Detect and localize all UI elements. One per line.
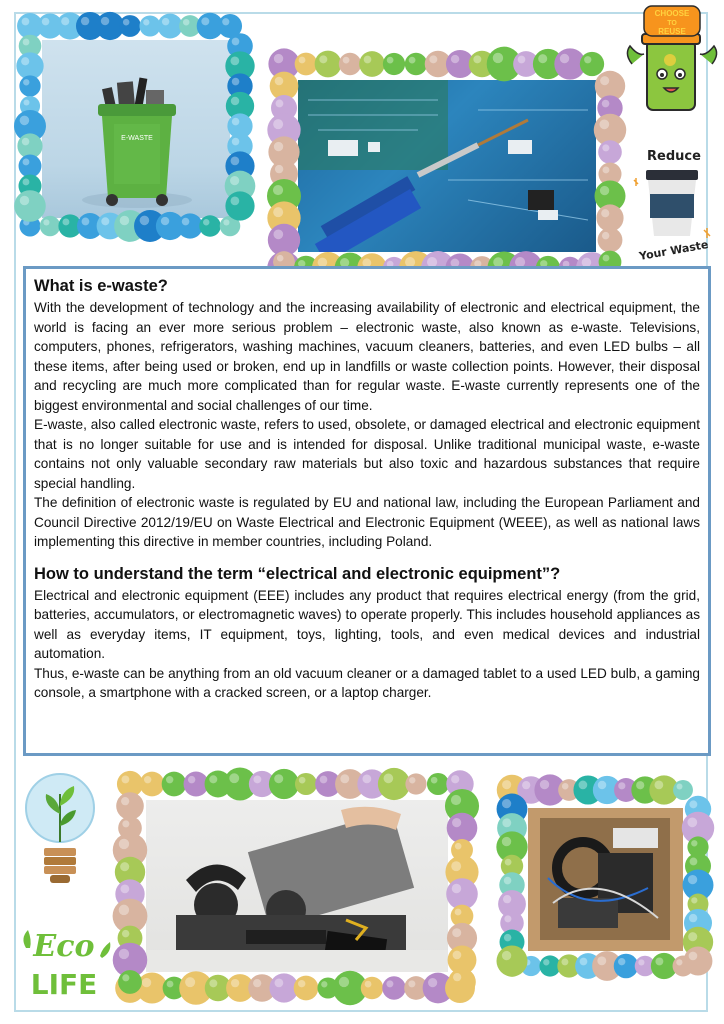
eco-life-logo — [18, 918, 114, 1004]
eco-text: Eco — [33, 929, 95, 964]
plant-lightbulb-icon — [22, 764, 102, 894]
circuit-board-photo — [298, 80, 596, 252]
to-text: TO — [667, 20, 677, 27]
paragraph: The definition of electronic waste is regulated by EU and national law, including the European Parliament and Council Directive 2012/19/EU on Waste Electrical and Electronic Equipment (WEEE), as well as national laws implementing this directive in member countries, including Poland. — [34, 495, 700, 549]
electronics-box-photo — [528, 808, 683, 951]
e-waste-bin-photo — [42, 40, 230, 218]
bin-label: E-WASTE — [121, 135, 153, 142]
main-text-box — [23, 266, 711, 756]
electronics-pile-photo — [146, 800, 448, 972]
reduce-text: Reduce — [647, 149, 701, 164]
reduce-your-waste-cup-sticker — [630, 140, 716, 264]
your-waste-text: Your Waste — [638, 238, 710, 264]
paragraph: With the development of technology and the increasing availability of electronic and electrical equipment, the world is facing an ever more serious problem – electronic waste, also known as e-waste. Televisions, computers, phones, refrigerators, washing machines, vacuum cleaners, batteries, and even LED bulbs – all these items, after being used or broken, end up in landfills or waste collection points. However, their disposal and recycling are much more complicated than for regular waste. E-waste currently represents one of the biggest environmental and social challenges of our time. — [34, 300, 700, 413]
choose-to-reuse-sticker — [622, 4, 722, 122]
paragraph: E-waste, also called electronic waste, refers to used, obsolete, or damaged electrical and electronic equipment that is no longer suitable for use and is intended for disposal. Unlike traditional municipal waste, e-waste contains not only valuable secondary raw materials but also toxic and hazardous substances that require special handling. — [34, 417, 700, 491]
reuse-text: REUSE — [658, 27, 686, 36]
paragraph: Thus, e-waste can be anything from an old vacuum cleaner or a damaged tablet to a used LED bulb, a gaming console, a smartphone with a cracked screen, or a laptop charger. — [34, 665, 700, 700]
paragraph: Electrical and electronic equipment (EEE) includes any product that requires electrical energy (from the grid, batteries, accumulators, or electromagnetic waves) to operate properly. This includes household appliances as well as everyday items, IT equipment, toys, lighting, tools, and even medical devices and industrial automation. — [34, 587, 700, 661]
choose-text: CHOOSE — [654, 9, 690, 18]
heading-what-is-e-waste: What is e-waste? — [34, 277, 168, 295]
life-text: LIFE — [30, 968, 98, 1001]
heading-eee-term: How to understand the term “electrical and electronic equipment”? — [34, 564, 561, 583]
